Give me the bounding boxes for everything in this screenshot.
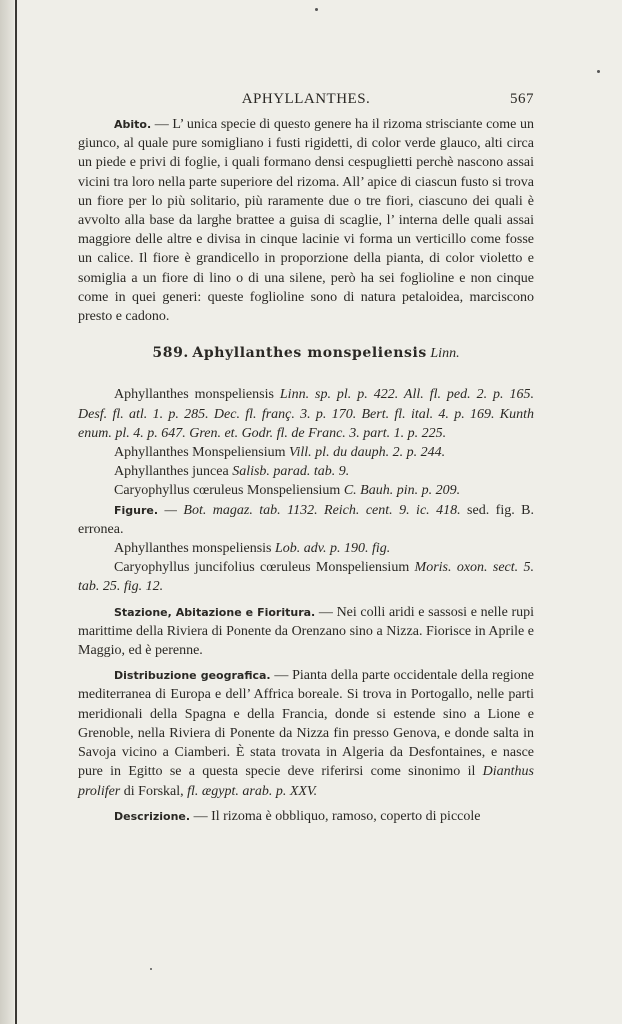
synonym-2-name: Aphyllanthes Monspeliensium (114, 445, 289, 461)
figure-ref: — Bot. magaz. tab. 1132. Reich. cent. 9. ic. 418. (158, 502, 461, 518)
descrizione-text: — Il rizoma è obbliquo, ramoso, coperto di piccole (190, 808, 481, 824)
species-number: 589. (152, 345, 189, 362)
synonym-1-name: Aphyllanthes monspeliensis (114, 387, 280, 403)
distribuzione-lead: Distribuzione geografica. (114, 669, 271, 683)
synonym-1-ref: Linn. sp. pl. p. 422. All. fl. ped. 2. p. 165. Desf. fl. atl. 1. p. 285. Dec. fl. franç. 3. p. 170. Bert. fl. ital. 4. p. 169. Kunth enum. pl. 4. p. 647. Gren. et. Godr. fl. de Franc. 3. part. 1. p. 225. (78, 387, 534, 441)
binding-line (15, 0, 17, 1024)
distribuzione-ref-1: Dianthus prolifer (78, 764, 534, 799)
synonym-2 (78, 443, 534, 462)
running-head (78, 86, 534, 110)
stazione-paragraph (78, 603, 534, 661)
synonym-4-name: Caryophyllus cœruleus Monspeliensium (114, 483, 344, 499)
synonym-2-ref: Vill. pl. du dauph. 2. p. 244. (289, 445, 446, 461)
ink-speck (150, 968, 152, 970)
descrizione-paragraph (78, 807, 534, 826)
stazione-lead: Stazione, Abitazione e Fioritura. (114, 605, 316, 619)
page-spine-shadow (0, 0, 14, 1024)
synonym-5 (78, 539, 534, 558)
figure-lead: Figure. (114, 503, 159, 517)
text-block (78, 86, 534, 826)
synonym-4 (78, 481, 534, 500)
distribuzione-mid: di Forskal, (120, 783, 188, 799)
species-authority: Linn. (430, 346, 460, 362)
synonym-5-name: Aphyllanthes monspeliensis (114, 541, 275, 557)
distribuzione-paragraph (78, 666, 534, 800)
species-heading (78, 344, 534, 363)
ink-speck (597, 70, 600, 73)
synonym-6-name: Caryophyllus juncifolius cœruleus Monspeliensium (114, 560, 415, 576)
synonym-3-ref: Salisb. parad. tab. 9. (232, 464, 350, 480)
stazione-text: — Nei colli aridi e sassosi e nelle rupi marittime della Riviera di Ponente da Orenzano sino a Nizza. Fiorisce in Aprile e Maggio, ed è perenne. (78, 604, 534, 659)
species-name: Aphyllanthes monspeliensis (192, 345, 427, 362)
synonym-3 (78, 462, 534, 481)
ink-speck (315, 8, 318, 11)
figure-paragraph (78, 501, 534, 539)
distribuzione-text: — Pianta della parte occidentale della regione mediterranea di Europa e dell’ Affrica boreale. Si trova in Portogallo, nelle parti meridionali della Spagna e della Francia, donde si estende sino a Lione e Grenoble, nella Riviera di Ponente da Nizza fin presso Genova, e donde salta in Savoja vicino a Ciamberi. È stata trovata in Algeria da Desfontaines, e nasce pure in Egitto se a questa specie deve riferirsi come sinonimo il (78, 668, 534, 780)
abito-lead: Abito. (114, 118, 152, 131)
synonym-4-ref: C. Bauh. pin. p. 209. (343, 483, 461, 499)
abito-paragraph (78, 115, 534, 326)
synonym-3-name: Aphyllanthes juncea (114, 464, 233, 480)
synonym-6 (78, 558, 534, 596)
figure-tail: sed. fig. B. erronea. (78, 502, 534, 537)
page-number: 567 (510, 91, 534, 107)
descrizione-lead: Descrizione. (114, 809, 191, 823)
synonym-5-ref: Lob. adv. p. 190. fig. (275, 541, 391, 557)
synonym-1 (78, 385, 534, 443)
distribuzione-ref-2: fl. ægypt. arab. p. XXV. (187, 783, 318, 799)
running-head-title: APHYLLANTHES. (241, 91, 371, 107)
abito-text: — L’ unica specie di questo genere ha il rizoma strisciante come un giunco, al quale pure somigliano i fusti rigidetti, di color verde glauco, alti circa un piede e privi di foglie, i quali formano densi cespuglietti perchè nascono assai vicini tra loro nella parte superiore del rizoma. All’ apice di ciascun fusto si trova un fiore per lo più solitario, più raramente due o tre fiori, ciascuno dei quali è avvolto alla base da larghe brattee a guisa di scaglie, l’ interna delle quali assai maggiore delle altre e divisa in cinque lacinie vi forma un verticillo come fosse un calice. Il fiore è grandicello in proporzione della pianta, di color violetto e somiglia a un fiore di lino o di una silene, però ha sei foglioline e non cinque come in quei generi: queste foglioline sono di natura petaloidea, marciscono presto e cadono. (78, 117, 534, 325)
synonym-6-ref: Moris. oxon. sect. 5. tab. 25. fig. 12. (78, 560, 534, 595)
